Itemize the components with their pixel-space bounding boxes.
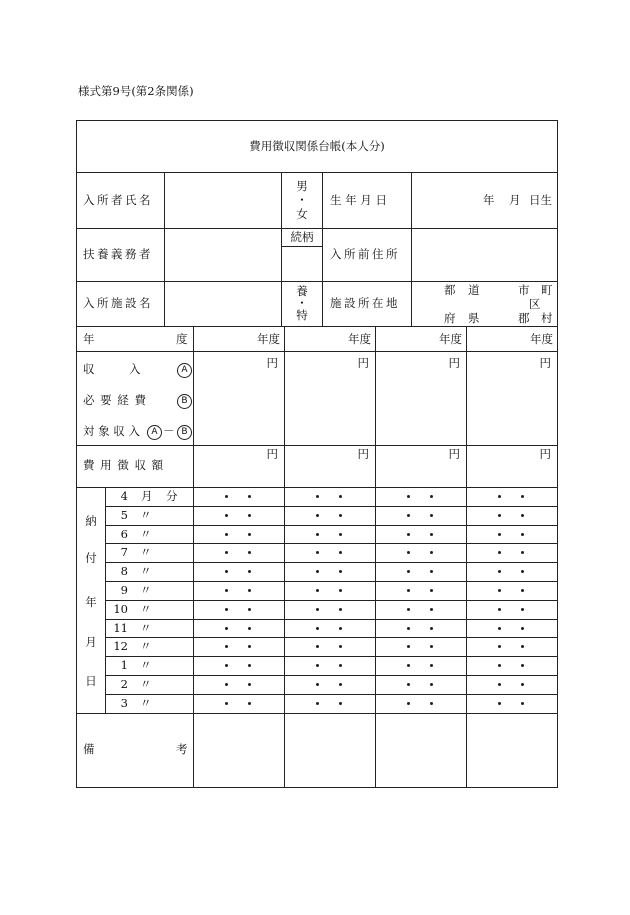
date-separator-dot [248,495,251,498]
fiscal-year-header: 年度 [257,332,280,346]
date-separator-dot [316,683,319,686]
date-separator-dot [430,589,433,592]
date-separator-dot [407,608,410,611]
fiscal-year-label-left: 年 [83,332,95,346]
form-number: 様式第9号(第2条関係) [78,84,194,98]
yen-unit: 円 [539,447,551,461]
month-unit: 〃 [140,658,152,673]
date-separator-dot [498,683,501,686]
date-separator-dot [316,533,319,536]
month-row-divider [105,525,558,526]
label-resident-name: 入所者氏名 [83,193,153,207]
facility-type-top: 養 [296,284,308,298]
date-separator-dot [521,683,524,686]
date-separator-dot [339,627,342,630]
label-income: 収 入 [83,362,141,376]
birth-day: 日生 [529,193,552,207]
minus-sign: － [163,424,175,438]
date-separator-dot [521,702,524,705]
date-separator-dot [225,495,228,498]
fiscal-year-header: 年度 [439,332,462,346]
date-separator-dot [521,608,524,611]
row-divider [76,172,558,173]
mark-a: A [177,363,192,378]
fiscal-year-header: 年度 [348,332,371,346]
date-separator-dot [316,514,319,517]
city-gun: 郡 [518,311,530,325]
relationship-divider [281,246,322,247]
label-birthdate: 生 年 月 日 [330,193,387,207]
month-number: 2 [120,677,128,691]
month-unit: 〃 [140,601,152,616]
month-unit: 〃 [140,526,152,541]
date-separator-dot [407,514,410,517]
payment-date-char: 年 [85,595,97,609]
row-divider [76,713,558,714]
date-separator-dot [430,627,433,630]
month-row-divider [105,619,558,620]
month-number: 5 [120,507,128,522]
date-separator-dot [498,533,501,536]
ledger-title: 費用徴収関係台帳(本人分) [249,139,385,153]
date-separator-dot [430,683,433,686]
date-separator-dot [225,533,228,536]
label-remarks-left: 備 [83,742,95,756]
label-target-income: 対 象 収 入 [83,424,140,438]
yen-unit: 円 [448,447,460,461]
birth-month: 月 [509,193,521,207]
date-separator-dot [316,589,319,592]
sex-separator: ・ [296,193,308,207]
month-row-divider [105,675,558,676]
pref-to: 都 [444,283,456,297]
date-separator-dot [225,608,228,611]
payment-date-char: 納 [85,514,97,528]
month-row-divider [105,581,558,582]
row-divider [76,281,558,282]
month-unit: 〃 [140,695,152,710]
month-number: 11 [113,620,128,635]
month-number: 4 [120,489,128,503]
yen-unit: 円 [539,356,551,370]
payment-date-char: 月 [85,635,97,649]
date-separator-dot [430,608,433,611]
birth-year: 年 [483,193,495,207]
col-divider [284,326,285,788]
col-divider [164,172,165,326]
date-separator-dot [316,495,319,498]
col-divider [193,326,194,788]
date-separator-dot [316,702,319,705]
mark-b: B [177,394,192,409]
date-separator-dot [225,683,228,686]
month-row-divider [105,506,558,507]
label-fee: 費 用 徴 収 額 [83,458,165,472]
yen-unit: 円 [357,356,369,370]
label-relationship: 続柄 [290,230,314,244]
date-separator-dot [407,627,410,630]
row-divider [76,487,558,488]
month-number: 12 [113,639,128,654]
date-separator-dot [225,702,228,705]
label-remarks-right: 考 [176,742,188,756]
date-separator-dot [430,514,433,517]
date-separator-dot [430,702,433,705]
date-separator-dot [225,627,228,630]
date-separator-dot [521,514,524,517]
month-row-divider [105,637,558,638]
date-separator-dot [316,608,319,611]
month-unit: 〃 [140,564,152,579]
date-separator-dot [430,533,433,536]
date-separator-dot [248,702,251,705]
yen-unit: 円 [448,356,460,370]
label-facility-location: 施設所在地 [330,296,400,310]
month-unit: 〃 [140,620,152,635]
month-unit: 〃 [140,583,152,597]
yen-unit: 円 [357,447,369,461]
date-separator-dot [430,495,433,498]
month-row-divider [105,543,558,544]
row-divider [76,351,558,352]
date-separator-dot [248,627,251,630]
date-separator-dot [521,533,524,536]
date-separator-dot [339,683,342,686]
date-separator-dot [225,589,228,592]
date-separator-dot [339,514,342,517]
col-divider [466,326,467,788]
label-facility-name: 入所施設名 [83,296,153,310]
month-row-divider [105,656,558,657]
date-separator-dot [316,627,319,630]
date-separator-dot [407,702,410,705]
pref-do: 道 [468,283,480,297]
col-divider [105,487,106,713]
month-number: 9 [120,583,128,597]
month-number: 1 [120,658,128,673]
month-number: 3 [120,695,128,710]
date-separator-dot [248,683,251,686]
label-prev-address: 入所前住所 [330,247,400,261]
date-separator-dot [339,702,342,705]
col-divider [411,172,412,326]
date-separator-dot [248,608,251,611]
date-separator-dot [498,514,501,517]
month-number: 8 [120,564,128,579]
sex-female: 女 [296,207,308,221]
date-separator-dot [498,627,501,630]
month-row-divider [105,694,558,695]
payment-date-char: 付 [85,551,97,565]
pref-fu: 府 [444,311,456,325]
date-separator-dot [498,608,501,611]
date-separator-dot [521,495,524,498]
yen-unit: 円 [266,447,278,461]
month-number: 6 [120,526,128,541]
facility-type-bottom: 特 [296,308,308,322]
mark-a: A [147,425,162,440]
month-unit: 月 [141,489,153,503]
date-separator-dot [248,533,251,536]
col-divider [281,172,282,326]
sex-male: 男 [296,179,308,193]
month-unit: 〃 [140,677,152,691]
month-number: 7 [120,545,128,560]
fiscal-year-header: 年度 [530,332,553,346]
city-son: 村 [541,311,553,325]
city-cho: 町 [541,283,553,297]
date-separator-dot [407,495,410,498]
label-expense: 必 要 経 費 [83,393,147,407]
date-separator-dot [248,589,251,592]
yen-unit: 円 [266,356,278,370]
month-row-divider [105,562,558,563]
col-divider [375,326,376,788]
month-number: 10 [113,601,128,616]
month-suffix: 分 [166,489,178,503]
row-divider [76,445,558,446]
date-separator-dot [225,514,228,517]
col-divider [322,172,323,326]
date-separator-dot [521,627,524,630]
month-unit: 〃 [140,507,152,522]
city-ku: 区 [529,297,541,311]
date-separator-dot [339,533,342,536]
date-separator-dot [339,495,342,498]
date-separator-dot [498,702,501,705]
pref-ken: 県 [468,311,480,325]
fiscal-year-label-right: 度 [176,332,188,346]
date-separator-dot [248,514,251,517]
mark-b: B [177,425,192,440]
month-unit: 〃 [140,639,152,654]
month-unit: 〃 [140,545,152,560]
date-separator-dot [339,608,342,611]
date-separator-dot [498,589,501,592]
date-separator-dot [498,495,501,498]
date-separator-dot [339,589,342,592]
facility-type-separator: ・ [296,296,308,310]
row-divider [76,326,558,327]
city-shi: 市 [518,283,530,297]
date-separator-dot [407,683,410,686]
date-separator-dot [407,533,410,536]
label-guardian: 扶養義務者 [83,247,153,261]
payment-date-char: 日 [85,674,97,688]
date-separator-dot [407,589,410,592]
date-separator-dot [521,589,524,592]
row-divider [76,228,558,229]
month-row-divider [105,600,558,601]
